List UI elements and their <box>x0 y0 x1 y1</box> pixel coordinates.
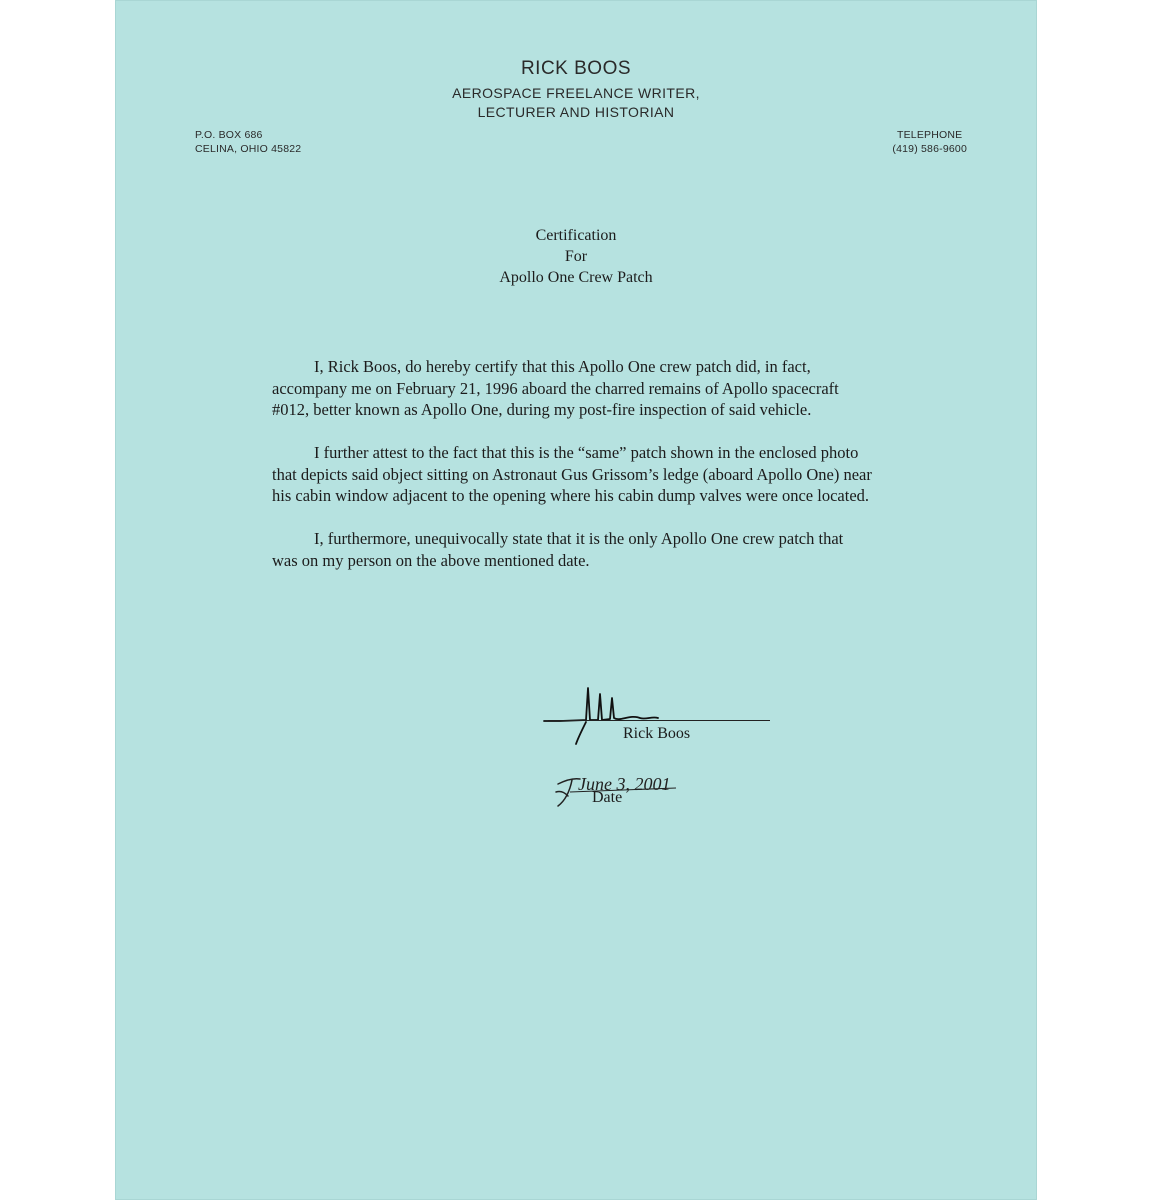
signature-block <box>540 678 780 818</box>
body-paragraph-3: I, furthermore, unequivocally state that it is the only Apollo One crew patch that was on my person on the above mentioned date. <box>272 529 844 570</box>
body-paragraph-2: I further attest to the fact that this is the “same” patch shown in the enclosed photo that depicts said object sitting on Astronaut Gus Grissom’s ledge (aboard Apollo One) near his cabin window adjacent to the opening where his cabin dump valves were once located. <box>272 443 872 505</box>
address-line2: CELINA, OHIO 45822 <box>195 143 302 155</box>
signer-name: Rick Boos <box>623 725 691 742</box>
date-label: Date <box>592 789 623 806</box>
body-paragraph-1: I, Rick Boos, do hereby certify that this Apollo One crew patch did, in fact, accompany me on February 21, 1996 aboard the charred remains of Apollo spacecraft #012, better known as Apollo One, during my post-fire inspection of said vehicle. <box>272 357 839 419</box>
heading-line2: For <box>564 248 588 265</box>
letterhead-title <box>115 84 1037 122</box>
letterhead-name: RICK BOOS <box>520 58 632 79</box>
letterhead-address <box>195 128 301 156</box>
document-heading <box>115 225 1037 288</box>
letterhead-title-line2: LECTURER AND HISTORIAN <box>477 104 675 120</box>
handwritten-date: June 3, 2001 <box>578 774 671 794</box>
heading-line3: Apollo One Crew Patch <box>499 269 653 286</box>
handwritten-signature <box>540 678 780 818</box>
telephone-number: (419) 586-9600 <box>892 143 967 155</box>
signature-line <box>548 720 770 721</box>
letterhead-title-line1: AEROSPACE FREELANCE WRITER, <box>452 85 700 101</box>
heading-line1: Certification <box>535 227 617 244</box>
letter-body <box>272 356 872 593</box>
telephone-label: TELEPHONE <box>896 129 963 141</box>
letter-page <box>115 0 1037 1200</box>
address-line1: P.O. BOX 686 <box>195 129 263 141</box>
letterhead-telephone <box>892 128 967 156</box>
